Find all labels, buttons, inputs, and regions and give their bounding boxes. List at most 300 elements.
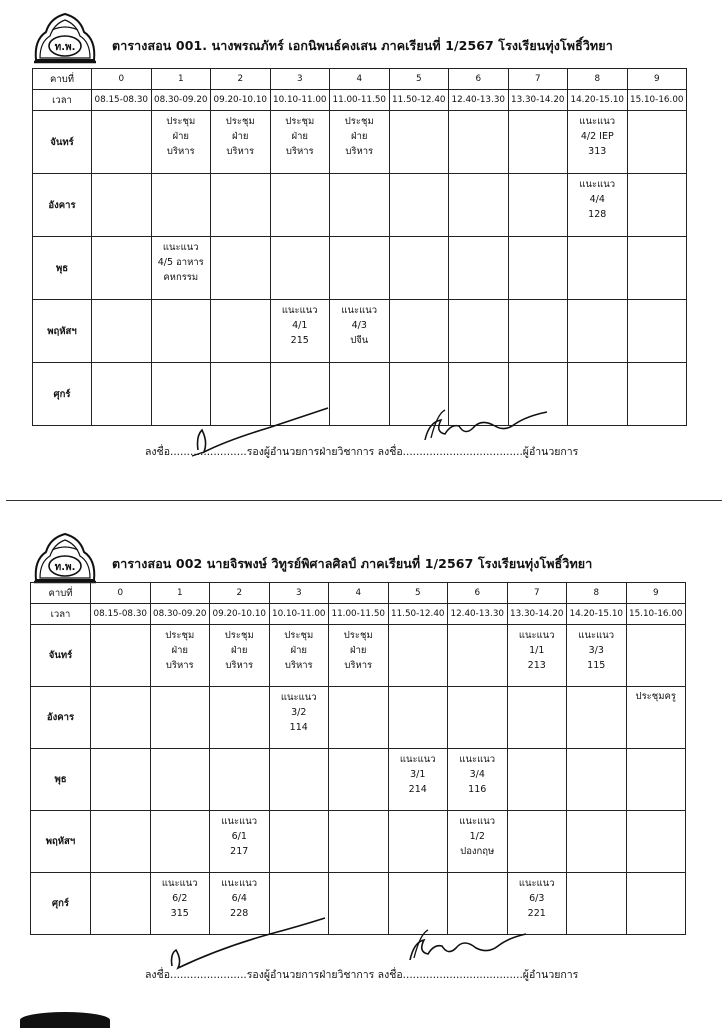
schedule-cell — [388, 749, 448, 811]
period-number: 2 — [210, 583, 270, 604]
time-header-row — [31, 604, 686, 625]
schedule-title: ตารางสอน 002 นายจิรพงษ์ วิทูรย์พิศาลศิลป์ ภาคเรียนที่ 1/2567 โรงเรียนทุ่งโพธิ์วิทยา — [112, 556, 593, 571]
cell-line: ฝ่าย — [232, 131, 249, 142]
cell-line: แนะแนว — [518, 878, 555, 889]
cell-line: ประชุม — [284, 630, 314, 641]
period-number: 6 — [449, 69, 509, 90]
schedule-cell — [567, 687, 627, 749]
period-number: 3 — [269, 583, 329, 604]
schedule-cell — [150, 749, 210, 811]
cell-content — [211, 111, 270, 159]
cell-content — [329, 811, 388, 814]
schedule-cell — [626, 687, 686, 749]
cell-content — [508, 873, 567, 921]
cell-line: ฝ่าย — [172, 131, 189, 142]
cell-line: 3/1 — [410, 769, 426, 780]
cell-content — [449, 174, 508, 177]
time-slot: 08.30-09.20 — [151, 90, 211, 111]
schedule-cell — [91, 625, 151, 687]
cell-content — [389, 873, 448, 876]
schedule-cell — [568, 111, 628, 174]
cell-content — [449, 363, 508, 366]
cell-content — [91, 749, 150, 752]
cell-content — [628, 111, 687, 114]
schedule-cell — [567, 811, 627, 873]
cell-content — [91, 687, 150, 690]
schedule-cell — [449, 111, 509, 174]
cell-content — [211, 300, 270, 303]
day-row — [33, 174, 687, 237]
cell-line: ประชุม — [165, 630, 195, 641]
schedule-cell — [448, 687, 508, 749]
scan-edge-mark — [20, 1012, 110, 1028]
time-slot: 14.20-15.10 — [567, 604, 627, 625]
cell-line: แนะแนว — [459, 816, 496, 827]
schedule-cell — [389, 111, 449, 174]
cell-content — [270, 873, 329, 876]
cell-line: 4/2 IEP — [580, 131, 614, 142]
schedule-cell — [627, 174, 687, 237]
day-name: พุธ — [33, 237, 92, 300]
cell-line: แนะแนว — [221, 816, 258, 827]
cell-line: บริหาร — [226, 146, 255, 157]
cell-line: ประชุม — [285, 116, 315, 127]
cell-line: 6/3 — [529, 893, 545, 904]
period-label: คาบที่ — [33, 69, 92, 90]
schedule-cell — [211, 111, 271, 174]
day-row — [31, 811, 686, 873]
schedule-cell — [329, 873, 389, 935]
time-label: เวลา — [31, 604, 91, 625]
schedule-cell — [389, 174, 449, 237]
schedule-cell — [626, 873, 686, 935]
schedule-cell — [448, 625, 508, 687]
cell-content — [330, 363, 389, 366]
cell-content — [92, 111, 151, 114]
cell-content — [567, 749, 626, 752]
cell-content — [449, 237, 508, 240]
schedule-cell — [626, 811, 686, 873]
schedule-cell — [151, 300, 211, 363]
schedule-cell — [210, 811, 270, 873]
time-slot: 09.20-10.10 — [210, 604, 270, 625]
day-row — [33, 111, 687, 174]
signature-vice-director — [160, 904, 330, 974]
period-number: 2 — [211, 69, 271, 90]
cell-line: 3/4 — [469, 769, 485, 780]
cell-content — [628, 237, 687, 240]
signature-line: ลงชื่อ.......................รองผู้อำนวยการฝ่ายวิชาการ ลงชื่อ....................................ผู้อำนวยการ — [145, 446, 579, 458]
cell-content — [509, 111, 568, 114]
schedule-cell — [507, 687, 567, 749]
cell-line: คหกรรม — [163, 272, 199, 283]
time-slot: 13.30-14.20 — [507, 604, 567, 625]
cell-content — [628, 174, 687, 177]
period-number: 4 — [329, 583, 389, 604]
period-header-row — [31, 583, 686, 604]
cell-content — [330, 300, 389, 348]
time-slot: 15.10-16.00 — [626, 604, 686, 625]
schedule-cell — [389, 237, 449, 300]
cell-content — [389, 687, 448, 690]
cell-line: 116 — [468, 784, 487, 795]
cell-line: 228 — [230, 908, 249, 919]
schedule-cell — [91, 873, 151, 935]
cell-content — [271, 300, 330, 348]
cell-line: ฝ่าย — [290, 645, 307, 656]
cell-content — [329, 749, 388, 752]
schedule-cell — [269, 625, 329, 687]
cell-line: ประชุม — [224, 630, 254, 641]
cell-line: แนะแนว — [280, 692, 317, 703]
cell-line: บริหาร — [285, 146, 314, 157]
schedule-cell — [627, 111, 687, 174]
time-slot: 11.50-12.40 — [389, 90, 449, 111]
day-row — [33, 300, 687, 363]
schedule-cell — [151, 174, 211, 237]
schedule-cell — [270, 237, 330, 300]
day-name: จันทร์ — [31, 625, 91, 687]
cell-line: ฝ่าย — [231, 645, 248, 656]
cell-content — [508, 687, 567, 690]
cell-line: ประชุม — [344, 116, 374, 127]
cell-line: ปองกฤษ — [460, 846, 495, 857]
cell-content — [449, 111, 508, 114]
schedule-cell — [329, 687, 389, 749]
cell-line: ประชุม — [343, 630, 373, 641]
cell-content — [627, 873, 686, 876]
time-slot: 11.00-11.50 — [330, 90, 390, 111]
schedule-title: ตารางสอน 001. นางพรณภัทร์ เอกนิพนธ์คงเสน ภาคเรียนที่ 1/2567 โรงเรียนทุ่งโพธิ์วิทยา — [112, 38, 613, 53]
cell-content — [449, 300, 508, 303]
schedule-cell — [210, 687, 270, 749]
cell-line: บริหาร — [344, 660, 373, 671]
cell-content — [390, 363, 449, 366]
schedule-cell — [567, 625, 627, 687]
cell-content — [210, 625, 269, 673]
period-number: 5 — [388, 583, 448, 604]
schedule-cell — [508, 111, 568, 174]
schedule-cell — [568, 237, 628, 300]
cell-content — [389, 749, 448, 797]
cell-line: 315 — [170, 908, 189, 919]
schedule-cell — [329, 625, 389, 687]
cell-line: บริหาร — [284, 660, 313, 671]
school-logo — [32, 530, 98, 584]
logo-text: ท.พ. — [54, 42, 76, 53]
cell-line: 221 — [527, 908, 546, 919]
schedule-cell — [449, 300, 509, 363]
cell-content — [568, 111, 627, 159]
cell-line: 4/1 — [292, 320, 308, 331]
cell-content — [271, 174, 330, 177]
schedule-cell — [627, 237, 687, 300]
cell-content — [91, 873, 150, 876]
cell-content — [628, 300, 687, 303]
schedule-cell — [627, 300, 687, 363]
time-slot: 12.40-13.30 — [449, 90, 509, 111]
cell-content — [151, 749, 210, 752]
cell-content — [567, 625, 626, 673]
cell-line: ปจีน — [350, 335, 369, 346]
schedule-cell — [568, 363, 628, 426]
schedule-cell — [92, 300, 152, 363]
cell-content — [390, 174, 449, 177]
cell-line: 3/2 — [291, 707, 307, 718]
cell-content — [152, 111, 211, 159]
period-number: 7 — [507, 583, 567, 604]
cell-content — [568, 300, 627, 303]
schedule-cell — [150, 625, 210, 687]
cell-line: ประชุมครู — [635, 691, 676, 702]
day-name: พุธ — [31, 749, 91, 811]
schedule-cell — [91, 811, 151, 873]
schedule-cell — [388, 687, 448, 749]
cell-line: แนะแนว — [221, 878, 258, 889]
time-slot: 10.10-11.00 — [270, 90, 330, 111]
time-header-row — [33, 90, 687, 111]
cell-content — [390, 237, 449, 240]
schedule-cell — [151, 237, 211, 300]
cell-content — [448, 687, 507, 690]
day-name: อังคาร — [33, 174, 92, 237]
cell-content — [151, 811, 210, 814]
cell-content — [330, 111, 389, 159]
schedule-cell — [329, 811, 389, 873]
cell-line: 115 — [587, 660, 606, 671]
time-slot: 10.10-11.00 — [269, 604, 329, 625]
cell-content — [627, 749, 686, 752]
cell-content — [627, 811, 686, 814]
day-name: พฤหัสฯ — [31, 811, 91, 873]
cell-content — [330, 174, 389, 177]
cell-content — [271, 111, 330, 159]
cell-content — [509, 363, 568, 366]
time-slot: 12.40-13.30 — [448, 604, 508, 625]
cell-line: บริหาร — [165, 660, 194, 671]
day-name: ศุกร์ — [31, 873, 91, 935]
cell-content — [152, 237, 211, 285]
cell-line: บริหาร — [166, 146, 195, 157]
schedule-cell — [210, 749, 270, 811]
schedule-cell — [210, 625, 270, 687]
cell-content — [210, 749, 269, 752]
cell-line: แนะแนว — [399, 754, 436, 765]
cell-content — [270, 749, 329, 752]
day-row — [31, 687, 686, 749]
cell-line: ฝ่าย — [291, 131, 308, 142]
schedule-cell — [567, 749, 627, 811]
day-row — [31, 749, 686, 811]
cell-line: 6/4 — [231, 893, 247, 904]
cell-line: 114 — [289, 722, 308, 733]
schedule-cell — [211, 300, 271, 363]
schedule-cell — [329, 749, 389, 811]
cell-content — [329, 873, 388, 876]
cell-content — [92, 237, 151, 240]
cell-line: 4/4 — [589, 194, 605, 205]
cell-line: 215 — [290, 335, 309, 346]
schedule-cell — [389, 300, 449, 363]
cell-content — [568, 363, 627, 366]
time-slot: 13.30-14.20 — [508, 90, 568, 111]
day-row — [33, 363, 687, 426]
cell-content — [627, 625, 686, 628]
schedule-cell — [330, 174, 390, 237]
cell-line: 213 — [527, 660, 546, 671]
cell-content — [568, 237, 627, 240]
day-name: พฤหัสฯ — [33, 300, 92, 363]
schedule-cell — [449, 174, 509, 237]
cell-content — [567, 811, 626, 814]
cell-content — [210, 811, 269, 859]
cell-content — [389, 625, 448, 628]
cell-content — [509, 237, 568, 240]
cell-content — [92, 174, 151, 177]
schedule-cell — [270, 300, 330, 363]
cell-content — [627, 687, 686, 704]
cell-content — [92, 300, 151, 303]
time-slot: 08.30-09.20 — [150, 604, 210, 625]
cell-content — [151, 687, 210, 690]
schedule-cell — [507, 625, 567, 687]
cell-line: 217 — [230, 846, 249, 857]
period-label: คาบที่ — [31, 583, 91, 604]
schedule-cell — [330, 237, 390, 300]
schedule-cell — [449, 237, 509, 300]
period-number: 8 — [568, 69, 628, 90]
schedule-cell — [270, 174, 330, 237]
period-number: 1 — [150, 583, 210, 604]
cell-content — [152, 174, 211, 177]
day-row — [31, 625, 686, 687]
period-number: 4 — [330, 69, 390, 90]
cell-content — [567, 687, 626, 690]
cell-content — [271, 363, 330, 366]
schedule-cell — [92, 111, 152, 174]
signature-director — [415, 402, 565, 448]
cell-line: บริหาร — [225, 660, 254, 671]
period-number: 0 — [92, 69, 152, 90]
schedule-cell — [626, 749, 686, 811]
schedule-cell — [448, 811, 508, 873]
schedule-cell — [330, 363, 390, 426]
cell-content — [210, 687, 269, 690]
cell-content — [628, 363, 687, 366]
cell-content — [270, 625, 329, 673]
period-number: 9 — [626, 583, 686, 604]
page-divider — [6, 500, 722, 501]
cell-line: 1/2 — [469, 831, 485, 842]
schedule-cell — [388, 625, 448, 687]
logo-text: ท.พ. — [54, 562, 76, 573]
cell-line: 6/1 — [231, 831, 247, 842]
cell-content — [92, 363, 151, 366]
cell-line: ฝ่าย — [351, 131, 368, 142]
cell-content — [448, 625, 507, 628]
cell-content — [508, 749, 567, 752]
cell-line: บริหาร — [345, 146, 374, 157]
cell-content — [271, 237, 330, 240]
day-name: จันทร์ — [33, 111, 92, 174]
period-number: 9 — [627, 69, 687, 90]
cell-line: 128 — [588, 209, 607, 220]
cell-line: แนะแนว — [578, 630, 615, 641]
signature-director — [400, 920, 540, 966]
time-slot: 14.20-15.10 — [568, 90, 628, 111]
cell-line: ฝ่าย — [171, 645, 188, 656]
schedule-cell — [269, 749, 329, 811]
schedule-cell — [330, 111, 390, 174]
cell-line: แนะแนว — [518, 630, 555, 641]
signature-line: ลงชื่อ.......................รองผู้อำนวยการฝ่ายวิชาการ ลงชื่อ....................................ผู้อำนวยการ — [145, 969, 579, 981]
time-slot: 11.50-12.40 — [388, 604, 448, 625]
cell-line: ประชุม — [166, 116, 196, 127]
schedule-cell — [151, 111, 211, 174]
cell-content — [91, 625, 150, 628]
schedule-cell — [507, 749, 567, 811]
schedule-cell — [508, 174, 568, 237]
time-slot: 08.15-08.30 — [92, 90, 152, 111]
timetable — [32, 68, 687, 426]
schedule-cell — [91, 687, 151, 749]
schedule-cell — [330, 300, 390, 363]
schedule-cell — [626, 625, 686, 687]
cell-content — [329, 625, 388, 673]
cell-content — [508, 625, 567, 673]
cell-content — [568, 174, 627, 222]
schedule-cell — [91, 749, 151, 811]
cell-content — [270, 811, 329, 814]
cell-line: ฝ่าย — [350, 645, 367, 656]
schedule-cell — [92, 363, 152, 426]
cell-content — [567, 873, 626, 876]
schedule-cell — [567, 873, 627, 935]
cell-content — [509, 174, 568, 177]
schedule-cell — [150, 687, 210, 749]
school-logo — [32, 10, 98, 64]
period-number: 7 — [508, 69, 568, 90]
cell-content — [448, 873, 507, 876]
schedule-cell — [92, 237, 152, 300]
period-number: 5 — [389, 69, 449, 90]
cell-content — [390, 111, 449, 114]
cell-line: แนะแนว — [579, 116, 616, 127]
cell-line: แนะแนว — [341, 305, 378, 316]
cell-content — [270, 687, 329, 735]
cell-line: ประชุม — [225, 116, 255, 127]
cell-content — [152, 300, 211, 303]
cell-content — [211, 237, 270, 240]
cell-line: 3/3 — [588, 645, 604, 656]
cell-content — [211, 363, 270, 366]
cell-content — [152, 363, 211, 366]
cell-content — [390, 300, 449, 303]
cell-line: แนะแนว — [459, 754, 496, 765]
cell-content — [389, 811, 448, 814]
schedule-cell — [211, 237, 271, 300]
cell-line: แนะแนว — [281, 305, 318, 316]
period-header-row — [33, 69, 687, 90]
day-name: ศุกร์ — [33, 363, 92, 426]
day-name: อังคาร — [31, 687, 91, 749]
time-slot: 15.10-16.00 — [627, 90, 687, 111]
day-row — [33, 237, 687, 300]
schedule-cell — [150, 811, 210, 873]
schedule-cell — [269, 811, 329, 873]
cell-content — [448, 811, 507, 859]
cell-line: 1/1 — [529, 645, 545, 656]
